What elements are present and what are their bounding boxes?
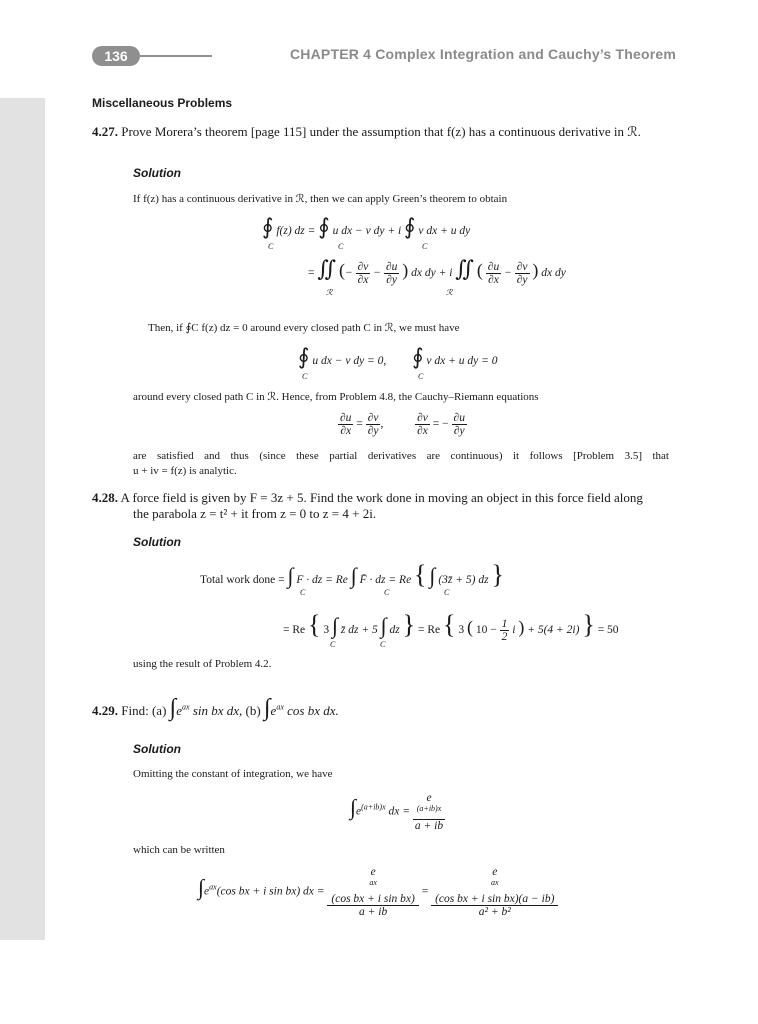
subscript-c: C xyxy=(380,640,386,649)
fraction: $\frac{\partial u}{\partial y}$ xyxy=(385,260,398,286)
equation-term: f(z) dz = xyxy=(276,225,316,237)
equation-term: Total work done = xyxy=(200,574,285,586)
problem-statement: Prove Morera’s theorem [page 115] under the assumption that f(z) has a continuous derivative in ℛ. xyxy=(121,124,641,139)
subscript-c: C xyxy=(330,640,336,649)
page-margin-band xyxy=(0,98,45,940)
cauchy-riemann-equations: $\frac{\partial u}{\partial x}$ = $\frac{\partial v}{\partial y}$ , $\frac{\partial v}{\partial x}$ = − $\frac{\partial u}{\partial y}$ xyxy=(340,412,465,437)
solution-text: Omitting the constant of integration, we have xyxy=(133,768,333,780)
solution-text: using the result of Problem 4.2. xyxy=(133,658,272,670)
problem-4-29: 4.29. Find: (a) $\int e^{ax}$ sin bx dx, (b) $\int e^{ax}$ cos bx dx. xyxy=(92,695,339,721)
solution-text: Then, if ∮C f(z) dz = 0 around every closed path C in ℛ, we must have xyxy=(148,322,460,334)
fraction: $\frac{\partial v}{\partial y}$ xyxy=(516,260,528,286)
equation-term: dx dy xyxy=(541,267,566,279)
problem-4-27 xyxy=(92,124,641,140)
problem-number: 4.29. xyxy=(92,703,118,718)
equation-term: u dx − v dy = 0, xyxy=(312,355,387,367)
subscript-c: C xyxy=(422,242,428,251)
subscript-r: ℛ xyxy=(446,288,453,297)
subscript-c: C xyxy=(444,588,450,597)
problem-number: 4.28. xyxy=(92,490,118,505)
equation-closed-path xyxy=(298,346,498,368)
equation-term: v dx + u dy xyxy=(418,225,471,237)
solution-label: Solution xyxy=(133,535,181,549)
page-number: 136 xyxy=(92,46,140,66)
fraction: $\frac{\partial v}{\partial x}$ xyxy=(357,260,369,286)
equation-term: dx dy + i xyxy=(411,267,453,279)
double-integral-symbol: ∬ xyxy=(317,256,337,281)
solution-text: u + iv = f(z) is analytic. xyxy=(133,465,237,477)
chapter-title: CHAPTER 4 Complex Integration and Cauchy’s Theorem xyxy=(290,46,676,62)
equation-work-2: = Re { 3 ∫ z̄ dz + 5 ∫ dz } = Re { 3 ( 10 − $\frac{1}{2}$ i ) + 5(4 + 2i) } = 50 xyxy=(283,610,619,643)
equation-green-1 xyxy=(262,216,470,238)
subscript-c: C xyxy=(268,242,274,251)
contour-integral-symbol: ∮ xyxy=(262,214,274,239)
solution-label: Solution xyxy=(133,742,181,756)
equation-expansion: $\int e^{ax}(\cos$ bx + i sin bx) dx = e $^{ax}$ (cos bx + i sin bx) a + ib = e $^{ax}$ (cos bx + i sin bx)(a − ib) a² + b² xyxy=(198,866,558,918)
equation-work: Total work done = ∫ F · dz = Re ∫ F̄ · dz = Re { ∫ (3z̄ + 5) dz } xyxy=(200,560,504,589)
equation-term: u dx − v dy + i xyxy=(332,225,402,237)
solution-text: around every closed path C in ℛ. Hence, from Problem 4.8, the Cauchy–Riemann equations xyxy=(133,391,539,403)
equation-exp-integral: $\int e^{(a+ib)x}$ dx = e $^{(a+ib)x}$ a + ib xyxy=(350,792,444,832)
problem-statement: A force field is given by F = 3z + 5. Find the work done in moving an object in this force field along xyxy=(120,490,643,505)
problem-number: 4.27. xyxy=(92,124,118,139)
solution-label: Solution xyxy=(133,166,181,180)
contour-integral-symbol: ∮ xyxy=(298,344,310,369)
problem-4-28 xyxy=(92,490,643,506)
contour-integral-symbol: ∮ xyxy=(318,214,330,239)
section-title: Miscellaneous Problems xyxy=(92,96,233,110)
equation-green-2: = ∬ (− $\frac{\partial v}{\partial x}$ − $\frac{\partial u}{\partial y}$ ) dx dy + i ∬ ( $\frac{\partial u}{\partial x}$ − $\frac{\partial v}{\partial y}$ ) dx dy xyxy=(308,256,566,286)
double-integral-symbol: ∬ xyxy=(455,256,475,281)
problem-statement: the parabola z = t² + it from z = 0 to z = 4 + 2i. xyxy=(133,506,377,521)
solution-text: If f(z) has a continuous derivative in ℛ, then we can apply Green’s theorem to obtain xyxy=(133,193,508,205)
contour-integral-symbol: ∮ xyxy=(412,344,424,369)
subscript-c: C xyxy=(302,372,308,381)
subscript-c: C xyxy=(418,372,424,381)
subscript-r: ℛ xyxy=(326,288,333,297)
subscript-c: C xyxy=(384,588,390,597)
equation-term: v dx + u dy = 0 xyxy=(426,355,498,367)
fraction: $\frac{\partial u}{\partial x}$ xyxy=(487,260,500,286)
contour-integral-symbol: ∮ xyxy=(404,214,416,239)
header-rule xyxy=(140,55,212,57)
subscript-c: C xyxy=(300,588,306,597)
solution-text: which can be written xyxy=(133,844,225,856)
solution-text: are satisfied and thus (since these partial derivatives are continuous) it follows [Problem 3.5] that xyxy=(133,450,669,462)
subscript-c: C xyxy=(338,242,344,251)
